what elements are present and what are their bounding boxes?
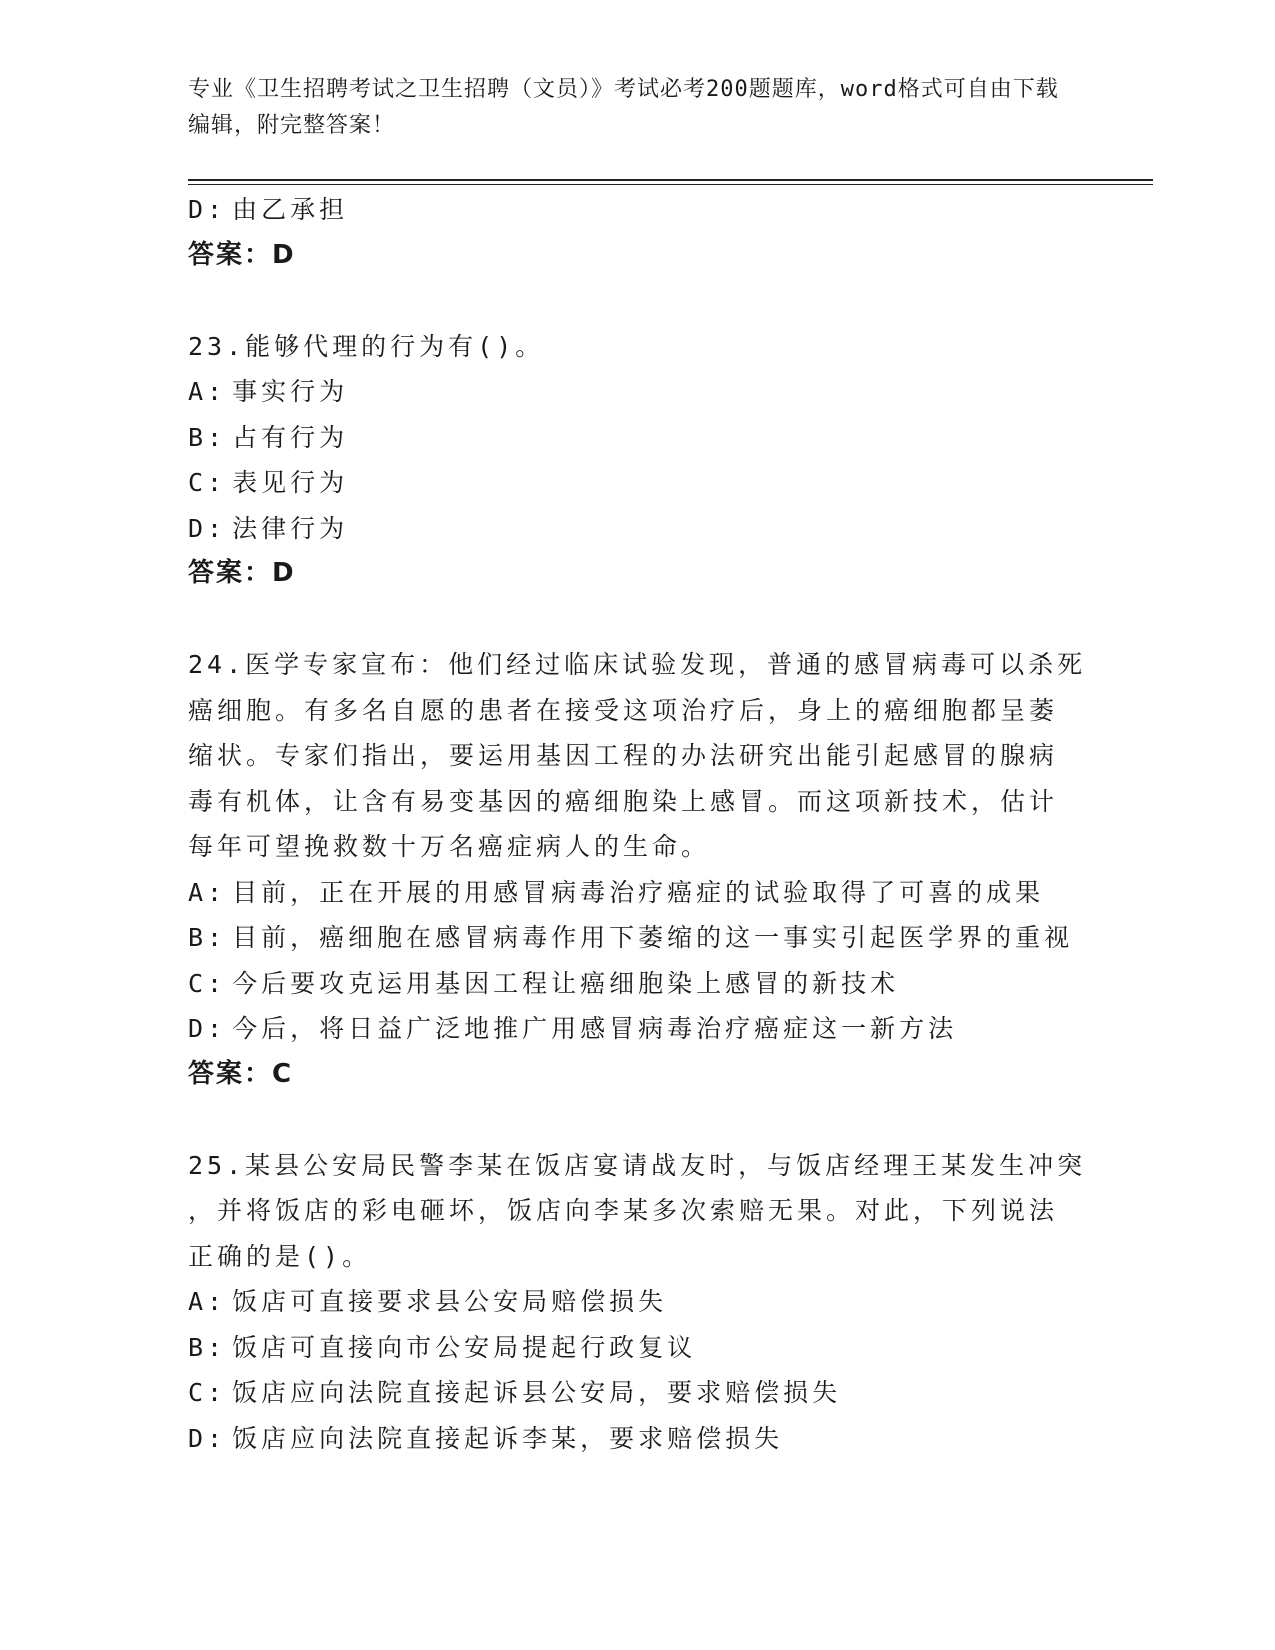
spacer [188, 597, 1088, 643]
option-d: D: 法律行为 [188, 513, 349, 543]
header-rule-thin [188, 184, 1153, 185]
question-stem-line: 缩状。专家们指出，要运用基因工程的办法研究出能引起感冒的腺病 [188, 741, 1059, 770]
option-a: A: 目前，正在开展的用感冒病毒治疗癌症的试验取得了可喜的成果 [188, 877, 1045, 907]
option-b: B: 饭店可直接向市公安局提起行政复议 [188, 1332, 697, 1362]
option-c: C: 表见行为 [188, 468, 349, 497]
option-c: C: 饭店应向法院直接起诉县公安局，要求赔偿损失 [188, 1378, 842, 1407]
question-stem-line: 毒有机体，让含有易变基因的癌细胞染上感冒。而这项新技术，估计 [188, 786, 1059, 816]
answer-label: 答案：C [188, 1058, 294, 1089]
page-header: 专业《卫生招聘考试之卫生招聘（文员）》考试必考200题题库，word格式可自由下载编辑，附完整答案！ [188, 77, 1059, 138]
header-rule-thick [188, 179, 1153, 181]
option-a: A: 饭店可直接要求县公安局赔偿损失 [188, 1287, 668, 1316]
question-stem-line: 癌细胞。有多名自愿的患者在接受这项治疗后，身上的癌细胞都呈萎 [188, 695, 1059, 725]
answer-label: 答案：D [188, 558, 296, 588]
question-stem-line: 正确的是()。 [188, 1241, 372, 1271]
question-stem: 23.能够代理的行为有()。 [188, 331, 545, 361]
option-a: A: 事实行为 [188, 377, 349, 406]
question-stem-line: 25.某县公安局民警李某在饭店宴请战友时，与饭店经理王某发生冲突 [188, 1150, 1087, 1180]
spacer [188, 1097, 1088, 1143]
option-b: B: 目前，癌细胞在感冒病毒作用下萎缩的这一事实引起医学界的重视 [188, 923, 1074, 952]
question-stem-line: 24.医学专家宣布：他们经过临床试验发现，普通的感冒病毒可以杀死 [188, 650, 1087, 679]
option-d: D: 今后，将日益广泛地推广用感冒病毒治疗癌症这一新方法 [188, 1014, 958, 1043]
option-d: D: 饭店应向法院直接起诉李某，要求赔偿损失 [188, 1423, 784, 1453]
option-d: D: 由乙承担 [188, 195, 349, 224]
answer-label: 答案：D [188, 239, 296, 270]
question-stem-line: 每年可望挽救数十万名癌症病人的生命。 [188, 832, 711, 861]
option-b: B: 占有行为 [188, 422, 349, 452]
question-stem-line: ，并将饭店的彩电砸坏，饭店向李某多次索赔无果。对此，下列说法 [188, 1196, 1059, 1225]
document-body [188, 187, 1088, 1461]
spacer [188, 278, 1088, 324]
option-c: C: 今后要攻克运用基因工程让癌细胞染上感冒的新技术 [188, 968, 900, 998]
